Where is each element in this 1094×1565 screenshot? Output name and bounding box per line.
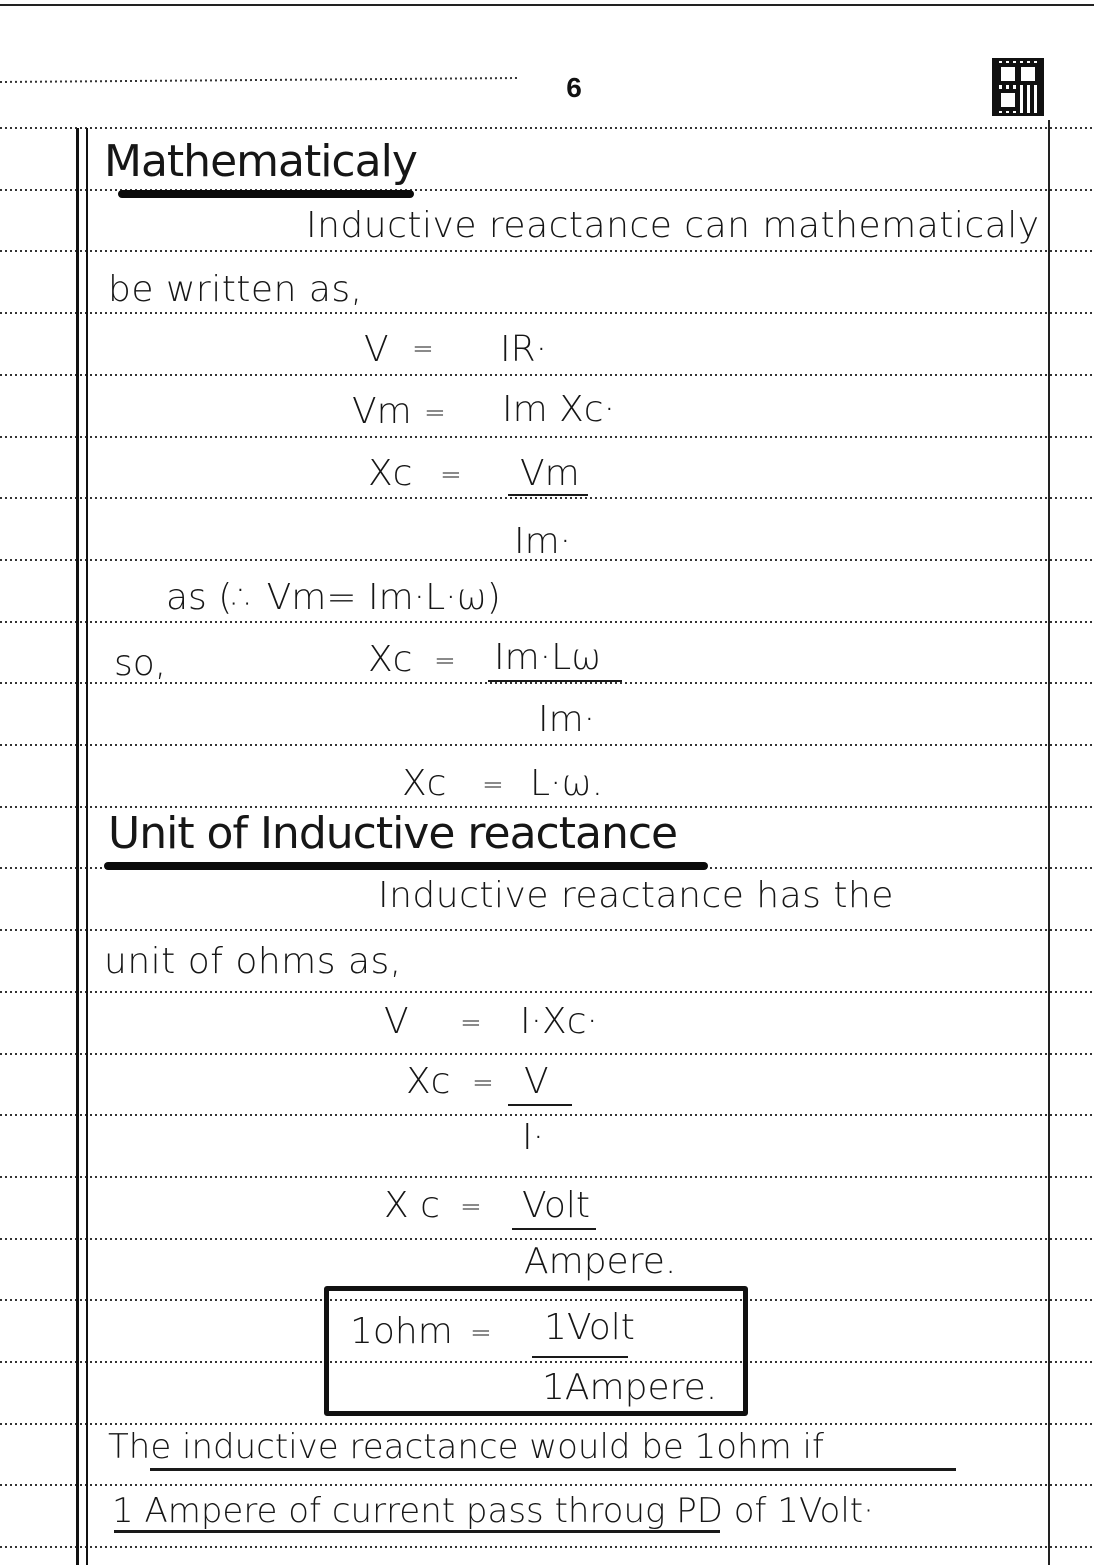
unit-eq2-den: I· (522, 1117, 545, 1158)
fraction-bar (488, 680, 622, 682)
eq1-op: = (412, 334, 434, 364)
eq2-lhs: Vm (352, 391, 412, 432)
eq1-lhs: V (364, 329, 389, 370)
unit-intro-line-1: Inductive reactance has the (378, 875, 894, 916)
eq2-rhs: Im Xc· (502, 389, 616, 430)
unit-eq3-op: = (460, 1192, 482, 1222)
unit-eq2-op: = (472, 1068, 494, 1098)
unit-eq2-lhs: Xc (406, 1061, 451, 1102)
eq3-num: Vm (520, 453, 580, 494)
ruled-line-top (0, 78, 520, 82)
unit-eq3-lhs: X c (384, 1185, 440, 1226)
eq4-num: Im·Lω (494, 637, 602, 678)
so-label: so, (114, 643, 167, 684)
margin-line (76, 128, 79, 1565)
right-margin-line (1048, 120, 1050, 1565)
boxed-lhs: 1ohm (350, 1311, 453, 1352)
eq3-lhs: Xc (368, 453, 413, 494)
fraction-bar (512, 1228, 596, 1230)
heading-underline (104, 862, 708, 870)
conclusion-line-2: 1 Ampere of current pass throug PD of 1Volt· (112, 1491, 874, 1531)
qr-code-icon (992, 58, 1044, 116)
boxed-den: 1Ampere. (542, 1367, 718, 1408)
eq3-op: = (440, 460, 462, 490)
conclusion-line-1: The inductive reactance would be 1ohm if (108, 1427, 824, 1467)
eq5-lhs: Xc (402, 763, 447, 804)
unit-eq1-rhs: I·Xc· (520, 1001, 598, 1042)
eq4-lhs: Xc (368, 639, 413, 680)
fraction-bar (508, 494, 588, 496)
intro-line-1: Inductive reactance can mathematicaly (306, 205, 1040, 246)
unit-eq3-den: Ampere. (524, 1241, 677, 1282)
eq3-den: Im· (514, 521, 572, 562)
unit-eq2-num: V (524, 1061, 549, 1102)
eq4-op: = (434, 646, 456, 676)
section-heading-mathematically: Mathematicaly (104, 136, 417, 187)
unit-intro-line-2: unit of ohms as, (104, 941, 402, 982)
fraction-bar (508, 1104, 572, 1106)
unit-eq1-op: = (460, 1008, 482, 1038)
eq4-den: Im· (538, 699, 596, 740)
boxed-op: = (470, 1318, 492, 1348)
eq2-op: = (424, 398, 446, 428)
section-heading-unit: Unit of Inductive reactance (108, 808, 678, 859)
conclusion-underline-2 (114, 1530, 720, 1533)
margin-line-inner (86, 128, 88, 1565)
page-number: 6 (566, 72, 582, 103)
note-relation: as (∴ Vm= Im·L·ω) (166, 577, 501, 618)
unit-eq1-lhs: V (384, 1001, 409, 1042)
boxed-num: 1Volt (544, 1307, 635, 1348)
page-top-edge (0, 4, 1094, 6)
fraction-bar (532, 1356, 628, 1358)
eq5-op: = (482, 770, 504, 800)
intro-line-2: be written as, (108, 269, 363, 310)
eq1-rhs: IR· (500, 329, 548, 370)
heading-underline (118, 190, 414, 198)
conclusion-underline-1 (150, 1468, 956, 1471)
eq5-rhs: L·ω. (530, 763, 604, 804)
unit-eq3-num: Volt (522, 1185, 590, 1226)
